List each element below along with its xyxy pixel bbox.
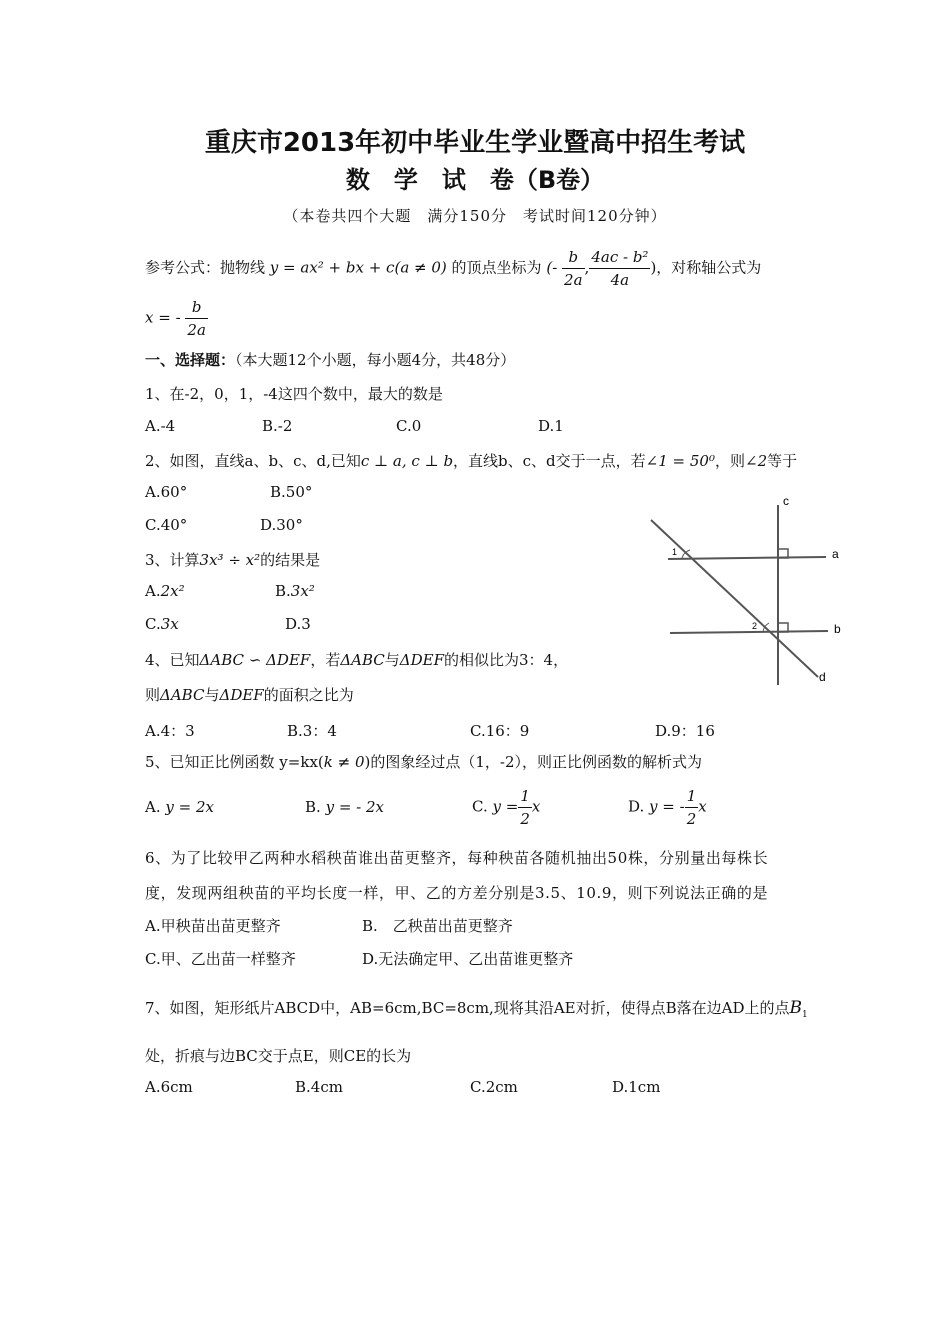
q1-text: 1、在-2，0，1，-4这四个数中，最大的数是 [145, 385, 443, 403]
line-d [651, 520, 818, 677]
q3-option-b: B.3x² [275, 582, 315, 600]
exam-title: 重庆市2013年初中毕业生学业暨高中招生考试 [204, 128, 746, 158]
q2-text-b: ，直线b、c、d交于一点，若 [453, 452, 646, 470]
q1-option-d: D.1 [538, 417, 564, 435]
q2-angle: ∠1 = 50⁰ [645, 452, 715, 470]
q2-text [145, 450, 797, 471]
q2-option-d: D.30° [260, 516, 303, 534]
q3-text [145, 549, 320, 570]
q2-text-d: 等于 [767, 452, 798, 470]
q2-option-b: B.50° [270, 483, 313, 501]
q4-option-b: B.3：4 [287, 722, 337, 740]
q5-option-c: C. y = $\frac{1}{2}$ x [472, 787, 541, 828]
q3-option-b-expr: 3x² [290, 582, 315, 600]
q7-option-a: A.6cm [145, 1078, 193, 1096]
q6-line-2: 度，发现两组秧苗的平均长度一样，甲、乙的方差分别是3.5、10.9，则下列说法正确的是 [145, 884, 769, 902]
vertex-y-den: 4a [610, 271, 630, 289]
q7-line-2: 处，折痕与边BC交于点E，则CE的长为 [145, 1047, 412, 1065]
label-angle-2: 2 [752, 621, 758, 631]
vertex-x-num: b [562, 246, 585, 269]
q1-option-b: B.-2 [262, 417, 293, 435]
label-b: b [834, 622, 841, 636]
q4-option-c: C.16：9 [470, 722, 530, 740]
q3-option-c: C.3x [145, 615, 179, 633]
q4-line-1: 4、已知ΔABC ∽ ΔDEF，若ΔABC与ΔDEF的相似比为3：4， [145, 651, 569, 669]
q4-sim: ΔABC ∽ ΔDEF [199, 651, 311, 669]
section-1-label: 一、选择题： [145, 351, 236, 369]
q7-b1-sub: 1 [802, 1010, 808, 1020]
q5-option-a: A. y = 2x [145, 798, 214, 816]
q3-expr: 3x³ ÷ x² [199, 551, 261, 569]
label-a: a [832, 547, 839, 561]
q2-option-c: C.40° [145, 516, 188, 534]
q7-b1: B [789, 998, 802, 1018]
q1-option-c: C.0 [396, 417, 422, 435]
formula-prefix: 参考公式：抛物线 [145, 258, 266, 277]
q2-cond: c ⊥ a, c ⊥ b [360, 452, 454, 470]
q2-text-a: 2、如图，直线a、b、c、d,已知 [145, 452, 361, 470]
axis-formula [145, 296, 208, 341]
section-1-heading [145, 349, 515, 370]
q2-text-c: ，则 [714, 452, 745, 470]
q4-line-2: 则ΔABC与ΔDEF的面积之比为 [145, 686, 354, 704]
q5-cond: k ≠ 0 [323, 753, 365, 771]
q7-option-c: C.2cm [470, 1078, 518, 1096]
axis-num: b [185, 296, 208, 319]
formula-line: 参考公式：抛物线 y = ax² + bx + c(a ≠ 0) 的顶点坐标为 (- $\frac{b}{2a}$ , $\frac{\text{4ac - b²}}{4a}$ )，对称轴公式为 [145, 248, 762, 289]
q2-option-a: A.60° [145, 483, 188, 501]
q6-option-c: C.甲、乙出苗一样整齐 [145, 950, 296, 968]
q6-option-b: B. 乙秧苗出苗更整齐 [362, 917, 513, 935]
q3-option-d: D.3 [285, 615, 311, 633]
vertex-open: (- [546, 258, 558, 277]
vertex-y-fraction [589, 246, 650, 291]
exam-subtitle: 数 学 试 卷（B卷） [345, 166, 605, 194]
vertex-x-fraction [562, 246, 585, 291]
q4-option-d: D.9：16 [655, 722, 715, 740]
line-b [670, 631, 828, 633]
q3-option-c-expr: 3x [160, 615, 179, 633]
q1-option-a: A.-4 [145, 417, 176, 435]
q6-line-1: 6、为了比较甲乙两种水稻秧苗谁出苗更整齐，每种秧苗各随机抽出50株，分别量出每株长 [145, 849, 769, 867]
axis-den: 2a [187, 321, 206, 339]
q3-option-a: A.2x² [145, 582, 185, 600]
q4-option-a: A.4：3 [145, 722, 195, 740]
vertex-x-den: 2a [564, 271, 583, 289]
label-angle-1: 1 [672, 547, 678, 557]
axis-lhs: x = - [145, 308, 181, 327]
q6-option-a: A.甲秧苗出苗更整齐 [145, 917, 281, 935]
q6-option-d: D.无法确定甲、乙出苗谁更整齐 [362, 950, 574, 968]
q5-text: 5、已知正比例函数 y=kx(k ≠ 0)的图象经过点（1，-2），则正比例函数的解析式为 [145, 753, 703, 771]
label-c: c [783, 495, 789, 508]
vertex-close: ) [650, 258, 657, 277]
section-1-desc: （本大题12个小题，每小题4分，共48分） [235, 351, 516, 369]
q2-angle2: ∠2 [745, 452, 768, 470]
formula-parabola: y = ax² + bx + c(a ≠ 0) [269, 258, 447, 277]
q2-figure [648, 495, 858, 690]
vertex-y-num: 4ac - b² [589, 246, 650, 269]
q5-option-d: D. y = - $\frac{1}{2}$ x [628, 787, 707, 828]
q3-text-a: 3、计算 [145, 551, 200, 569]
q3-text-b: 的结果是 [260, 551, 321, 569]
q3-option-a-expr: 2x² [160, 582, 185, 600]
q5-option-b: B. y = - 2x [305, 798, 384, 816]
q7-option-d: D.1cm [612, 1078, 661, 1096]
q7-option-b: B.4cm [295, 1078, 343, 1096]
formula-mid: 的顶点坐标为 [451, 258, 542, 277]
q7-line-1: 7、如图，矩形纸片ABCD中，AB=6cm,BC=8cm,现将其沿AE对折，使得点B落在边AD上的点$B_1$ [145, 998, 808, 1020]
exam-note: （本卷共四个大题 满分150分 考试时间120分钟） [283, 207, 667, 225]
axis-fraction [185, 296, 208, 341]
label-d: d [819, 670, 826, 684]
formula-suffix: ，对称轴公式为 [656, 258, 762, 277]
